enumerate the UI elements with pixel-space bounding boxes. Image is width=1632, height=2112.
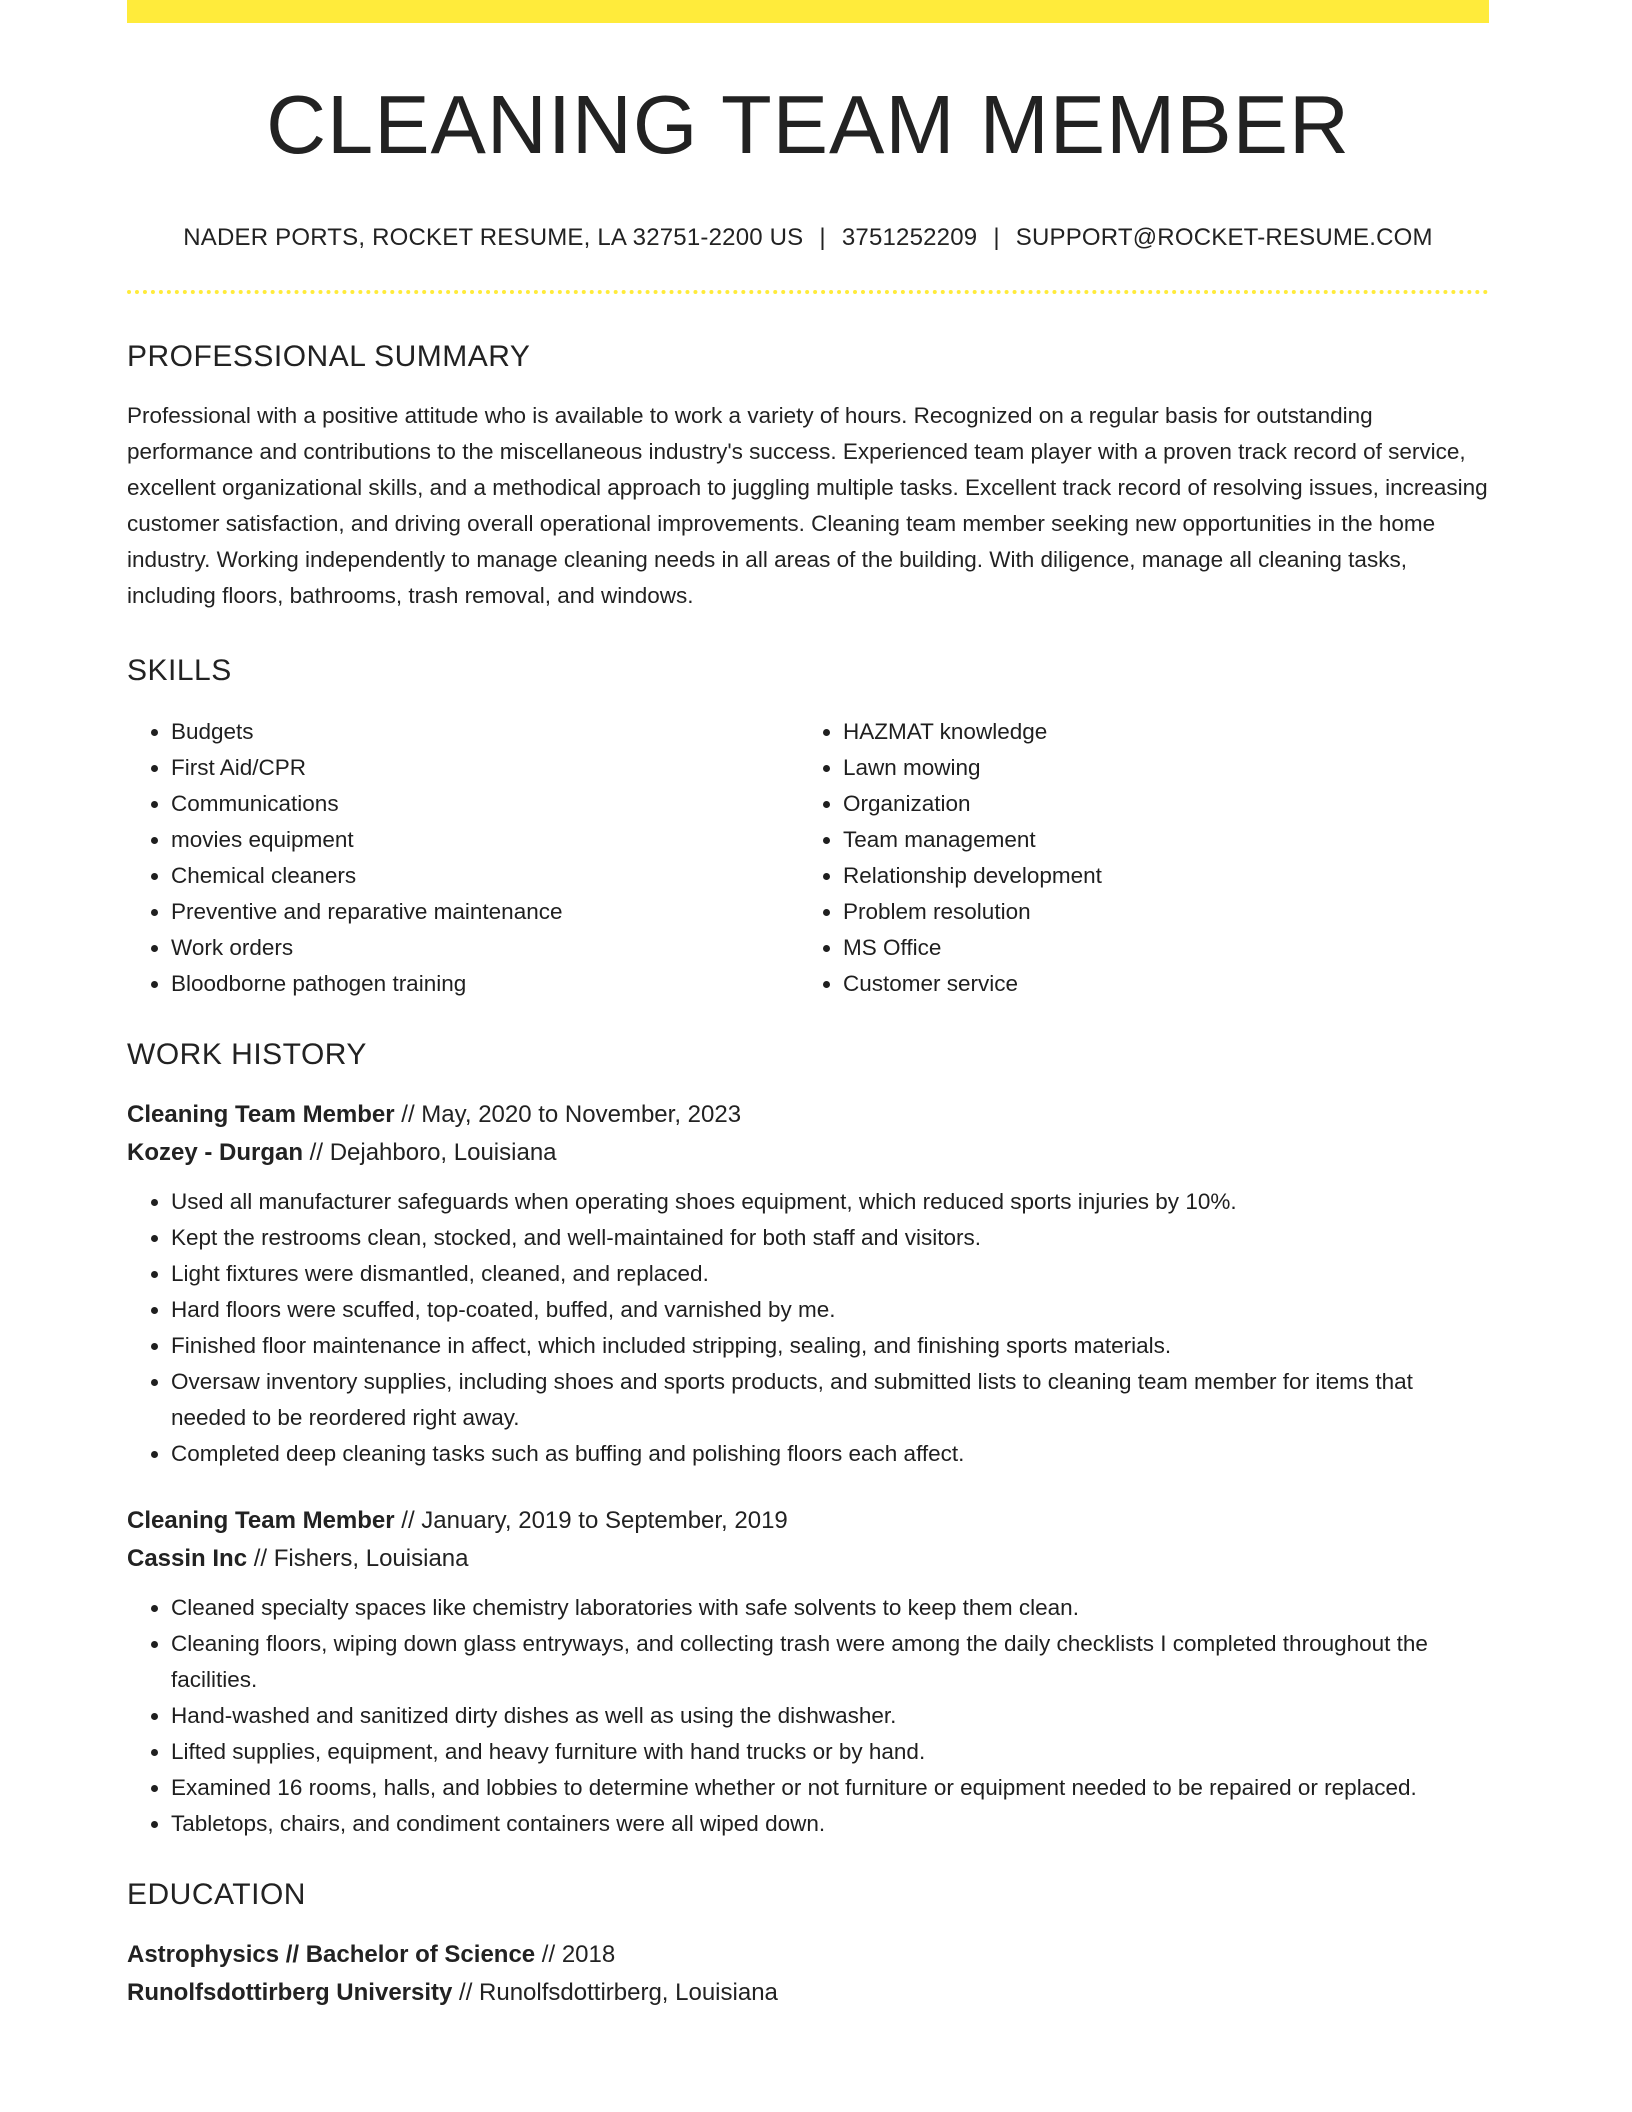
job-role: Cleaning Team Member	[127, 1507, 395, 1534]
contact-separator: |	[819, 224, 826, 251]
accent-top-bar	[127, 0, 1489, 23]
job-company-line	[127, 1540, 1489, 1578]
dotted-divider	[127, 290, 1489, 294]
education-year: // 2018	[535, 1941, 616, 1968]
skill-item: • Bloodborne pathogen training	[171, 966, 799, 1002]
job-title-line	[127, 1096, 1489, 1134]
skill-item: • Work orders	[171, 930, 799, 966]
summary-heading: PROFESSIONAL SUMMARY	[127, 340, 531, 373]
job-entry	[127, 1502, 1489, 1842]
summary-text: Professional with a positive attitude who is available to work a variety of hours. Recognized on a regular basis for outstanding performance and contributions to the miscellaneous industry's success. Experienced team player with a proven track record of service, excellent organizational skills, and a methodical approach to juggling multiple tasks. Excellent track record of resolving issues, increasing customer satisfaction, and driving overall operational improvements. Cleaning team member seeking new opportunities in the home industry. Working independently to manage cleaning needs in all areas of the building. With diligence, manage all cleaning tasks, including floors, bathrooms, trash removal, and windows.	[127, 403, 1488, 608]
education-degree: Astrophysics // Bachelor of Science	[127, 1941, 536, 1968]
job-bullets	[127, 1590, 1489, 1842]
skill-item: • MS Office	[843, 930, 1471, 966]
skill-item: • Chemical cleaners	[171, 858, 799, 894]
resume-page	[127, 0, 1489, 2012]
job-title-line	[127, 1502, 1489, 1540]
job-location: // Fishers, Louisiana	[247, 1545, 469, 1572]
education-school: Runolfsdottirberg University	[127, 1979, 453, 2006]
job-bullet: • Lifted supplies, equipment, and heavy furniture with hand trucks or by hand.	[171, 1734, 1489, 1770]
skill-item: • First Aid/CPR	[171, 750, 799, 786]
contact-phone: 3751252209	[841, 224, 978, 251]
work-history-heading: WORK HISTORY	[127, 1038, 367, 1071]
job-bullet: • Cleaning floors, wiping down glass entryways, and collecting trash were among the daily checklists I completed throughout the facilities.	[171, 1626, 1489, 1698]
skill-item: • HAZMAT knowledge	[843, 714, 1471, 750]
skill-item: • movies equipment	[171, 822, 799, 858]
skills-list-left	[127, 714, 799, 1002]
skill-item: • Customer service	[843, 966, 1471, 1002]
skill-item: • Organization	[843, 786, 1471, 822]
skill-item: • Relationship development	[843, 858, 1471, 894]
education-degree-line	[127, 1936, 1489, 1974]
education-entry	[127, 1936, 1489, 2012]
job-dates: // May, 2020 to November, 2023	[394, 1101, 742, 1128]
resume-name: CLEANING TEAM MEMBER	[266, 78, 1350, 171]
skill-item: • Problem resolution	[843, 894, 1471, 930]
job-entry	[127, 1096, 1489, 1472]
job-company-line	[127, 1134, 1489, 1172]
job-role: Cleaning Team Member	[127, 1101, 395, 1128]
job-location: // Dejahboro, Louisiana	[303, 1139, 557, 1166]
contact-line	[127, 226, 1489, 250]
job-bullets	[127, 1184, 1489, 1472]
job-bullet: • Completed deep cleaning tasks such as buffing and polishing floors each affect.	[171, 1436, 1489, 1472]
skills-heading: SKILLS	[127, 654, 232, 687]
skill-item: • Lawn mowing	[843, 750, 1471, 786]
job-company: Cassin Inc	[127, 1545, 248, 1572]
skill-item: • Budgets	[171, 714, 799, 750]
contact-address: NADER PORTS, ROCKET RESUME, LA 32751-2200 US	[183, 224, 804, 251]
job-bullet: • Cleaned specialty spaces like chemistry laboratories with safe solvents to keep them clean.	[171, 1590, 1489, 1626]
contact-separator: |	[993, 224, 1000, 251]
job-bullet: • Examined 16 rooms, halls, and lobbies to determine whether or not furniture or equipment needed to be repaired or replaced.	[171, 1770, 1489, 1806]
job-bullet: • Light fixtures were dismantled, cleaned, and replaced.	[171, 1256, 1489, 1292]
job-bullet: • Kept the restrooms clean, stocked, and well-maintained for both staff and visitors.	[171, 1220, 1489, 1256]
skill-item: • Team management	[843, 822, 1471, 858]
skills-list-right	[799, 714, 1471, 1002]
education-school-line	[127, 1974, 1489, 2012]
education-heading: EDUCATION	[127, 1878, 306, 1911]
job-bullet: • Hard floors were scuffed, top-coated, buffed, and varnished by me.	[171, 1292, 1489, 1328]
job-bullet: • Tabletops, chairs, and condiment containers were all wiped down.	[171, 1806, 1489, 1842]
contact-email: SUPPORT@ROCKET-RESUME.COM	[1015, 224, 1433, 251]
education-location: // Runolfsdottirberg, Louisiana	[452, 1979, 778, 2006]
skill-item: • Preventive and reparative maintenance	[171, 894, 799, 930]
job-dates: // January, 2019 to September, 2019	[394, 1507, 788, 1534]
job-bullet: • Used all manufacturer safeguards when operating shoes equipment, which reduced sports injuries by 10%.	[171, 1184, 1489, 1220]
job-bullet: • Oversaw inventory supplies, including shoes and sports products, and submitted lists to cleaning team member for items that needed to be reordered right away.	[171, 1364, 1489, 1436]
skills-columns	[127, 714, 1489, 1002]
job-bullet: • Finished floor maintenance in affect, which included stripping, sealing, and finishing sports materials.	[171, 1328, 1489, 1364]
job-company: Kozey - Durgan	[127, 1139, 304, 1166]
job-bullet: • Hand-washed and sanitized dirty dishes as well as using the dishwasher.	[171, 1698, 1489, 1734]
skill-item: • Communications	[171, 786, 799, 822]
